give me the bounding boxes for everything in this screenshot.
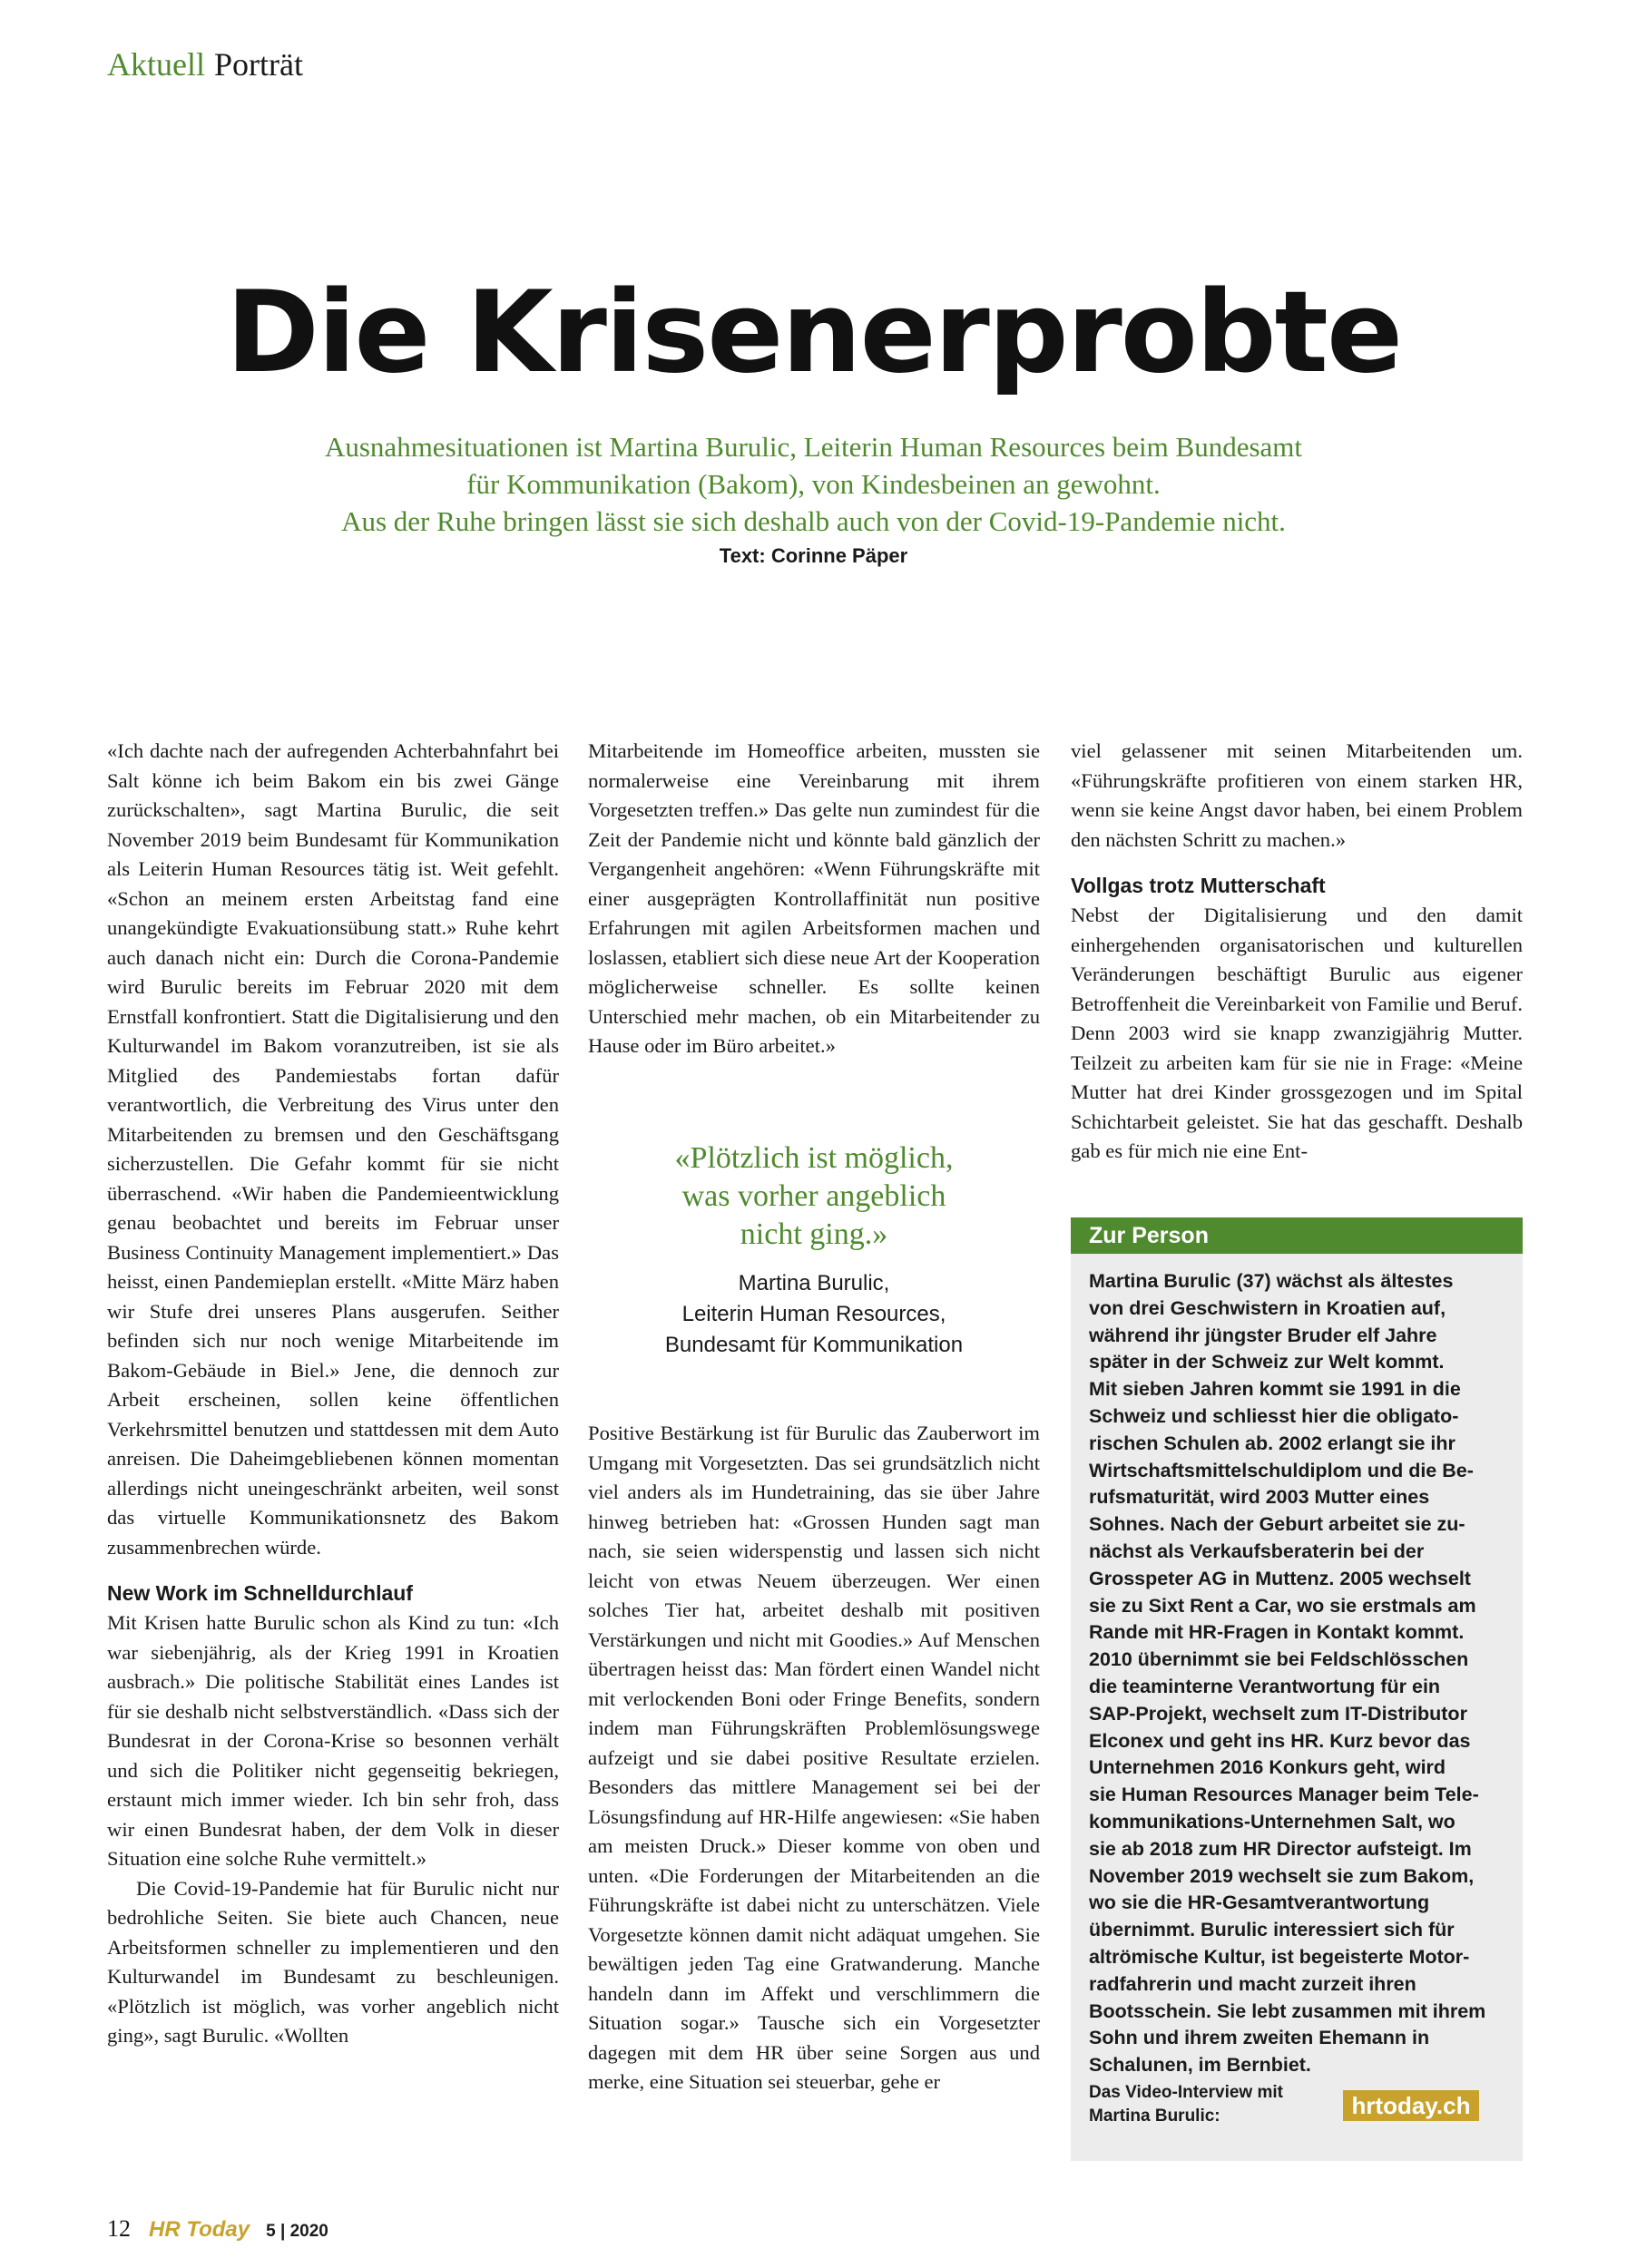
body-paragraph: viel gelassener mit seinen Mitarbeitenden um. «Führungskräfte profitieren von einem starken HR, wenn sie keine Angst davor haben, bei einem Problem den nächsten Schritt zu machen.»	[1071, 739, 1523, 851]
video-note-line: Das Video-Interview mit	[1089, 2083, 1283, 2102]
magazine-name: HR Today	[149, 2217, 250, 2242]
quote-source-line: Martina Burulic,	[738, 1271, 890, 1295]
profile-line: die teaminterne Verantwortung für ein	[1089, 1675, 1441, 1697]
profile-line: rufsmaturität, wird 2003 Mutter eines	[1089, 1486, 1430, 1509]
profile-box	[1071, 1217, 1523, 2161]
pull-quote-line: «Plötzlich ist möglich,	[674, 1141, 954, 1175]
quote-source	[588, 1268, 1040, 1361]
column-2-top	[588, 737, 1040, 1061]
profile-line: Sohn und ihrem zweiten Ehemann in	[1089, 2027, 1430, 2049]
profile-line: sie ab 2018 zum HR Director aufsteigt. Im	[1089, 1837, 1472, 1860]
profile-box-title: Zur Person	[1071, 1217, 1523, 1254]
profile-line: Elconex und geht ins HR. Kurz bevor das	[1089, 1729, 1471, 1752]
profile-line: November 2019 wechselt sie zum Bakom,	[1089, 1864, 1475, 1887]
body-paragraph: Die Covid-19-Pandemie hat für Burulic nicht nur bedrohliche Seiten. Sie biete auch Chancen, neue Arbeitsformen schneller zu implementieren und den Kulturwandel im Bundesamt zu beschleunigen. «Plötzlich ist möglich, was vorher angeblich nicht ging», sagt Burulic. «Wollten	[107, 1876, 559, 2047]
profile-line: Sohnes. Nach der Geburt arbeitet sie zu-	[1089, 1513, 1465, 1536]
subheading: Vollgas trotz Mutterschaft	[1071, 874, 1326, 897]
body-paragraph: Positive Bestärkung ist für Burulic das Zauberwort im Umgang mit Vorgesetzten. Das sei grundsätzlich nicht viel anders als im Hundetraining, das sie über Jahre hinweg betrieben hat: «Grossen Hunden sagt man nach, sie seien widerspenstig und lassen sich nicht leicht von etwas Neuem überzeugen. Wer einen solches Tier hat, arbeitet deshalb mit positiven Verstärkungen und nicht mit Goodies.» Auf Menschen übertragen heisst das: Man fördert einen Wandel nicht mit verlockenden Boni oder Fringe Benefits, sondern indem man Führungskräften Problemlösungswege aufzeigt und sie dabei positive Resultate erzielen. Besonders das mittlere Management sei bei der Lösungsfindung auf HR-Hilfe angewiesen: «Sie haben am meisten Druck.» Dieser komme von oben und unten. «Die Forderungen der Mitarbeitenden an die Führungskräfte ist dabei nicht zu unterschätzen. Viele Vorgesetzte können damit nicht adäquat umgehen. Sie bewältigen jeden Tag eine Gratwanderung. Manche handeln dann im Affekt und verschlimmern die Situation sogar.» Tausche sich ein Vorgesetzter dagegen mit dem HR über seine Sorgen aus und merke, eine Situation sei steuerbar, gehe er	[588, 1422, 1040, 2093]
video-interview-note	[1089, 2081, 1361, 2128]
subheading: New Work im Schnelldurchlauf	[107, 1581, 413, 1605]
section-label: Aktuell	[107, 46, 205, 83]
body-paragraph: Mit Krisen hatte Burulic schon als Kind zu tun: «Ich war siebenjährig, als der Krieg 1991 in Kroatien ausbrach.» Die politische Stabilität eines Landes ist für sie deshalb nicht selbstverständlich. «Dass sich der Bundesrat in der Corona-Krise so besonnen verhält und sich die Politiker nicht gegenseitig bekriegen, erstaunt mich immer wieder. Ich bin sehr froh, dass wir einen Bundesrat haben, der dem Volk in dieser Situation eine solche Ruhe vermittelt.»	[107, 1611, 559, 1870]
pull-quote-line: was vorher angeblich	[681, 1179, 946, 1213]
profile-line: sie Human Resources Manager beim Tele-	[1089, 1784, 1479, 1806]
column-2-bottom	[588, 1419, 1040, 2097]
body-paragraph: Nebst der Digitalisierung und den damit einhergehenden organisatorischen und kulturellen Veränderungen beschäftigt Burulic aus eigener Betroffenheit die Vereinbarkeit von Familie und Beruf. Denn 2003 wird sie knapp zwanzigjährig Mutter. Teilzeit zu arbeiten kam für sie nie in Frage: «Meine Mutter hat drei Kinder grossgezogen und im Spital Schichtarbeit geleistet. Sie hat das geschafft. Deshalb gab es für mich nie eine Ent-	[1071, 904, 1523, 1162]
lead-line: für Kommunikation (Bakom), von Kindesbeinen an gewohnt.	[466, 468, 1161, 500]
section-tag	[107, 45, 303, 83]
profile-line: Schweiz und schliesst hier die obligato-	[1089, 1404, 1459, 1427]
quote-source-line: Leiterin Human Resources,	[681, 1302, 946, 1326]
profile-line: Bootsschein. Sie lebt zusammen mit ihrem	[1089, 1999, 1486, 2022]
subsection-label: Porträt	[213, 46, 303, 83]
profile-line: Rande mit HR-Fragen in Kontakt kommt.	[1089, 1621, 1465, 1644]
profile-line: Grosspeter AG in Muttenz. 2005 wechselt	[1089, 1567, 1471, 1589]
column-1	[107, 737, 559, 2051]
page-number: 12	[107, 2215, 131, 2242]
profile-line: SAP-Projekt, wechselt zum IT-Distributor	[1089, 1702, 1467, 1725]
profile-line: übernimmt. Burulic interessiert sich für	[1089, 1919, 1455, 1941]
headline: Die Krisenerprobte	[225, 268, 1402, 398]
issue-number: 5 | 2020	[266, 2222, 328, 2241]
lead-line: Aus der Ruhe bringen lässt sie sich deshalb auch von der Covid-19-Pandemie nicht.	[341, 505, 1286, 537]
body-paragraph: «Ich dachte nach der aufregenden Achterbahnfahrt bei Salt könne ich beim Bakom ein bis zwei Gänge zurückschalten», sagt Martina Burulic, die seit November 2019 beim Bundesamt für Kommunikation als Leiterin Human Resources tätig ist. Weit gefehlt. «Schon an meinem ersten Arbeitstag fand eine unangekündigte Evakuationsübung statt.» Ruhe kehrt auch danach nicht ein: Durch die Corona-Pandemie wird Burulic bereits im Februar 2020 mit dem Ernstfall konfrontiert. Statt die Digitalisierung und den Kulturwandel im Bakom voranzutreiben, ist sie als Mitglied des Pandemiestabs fortan dafür verantwortlich, die Verbreitung des Virus unter den Mitarbeitenden zu bremsen und den Geschäftsgang sicherzustellen. Die Gefahr kommt für sie nicht überraschend. «Wir haben die Pandemieentwicklung genau beobachtet und bereits im Februar unser Business Continuity Management implementiert.» Das heisst, einen Pandemieplan erstellt. «Mitte März haben wir Stufe drei unseres Plans ausgerufen. Seither befinden sich nur noch wenige Mitarbeitende im Bakom-Gebäude in Biel.» Jene, die dennoch zur Arbeit erscheinen, sollen keine öffentlichen Verkehrsmittel benutzen und stattdessen mit dem Auto anreisen. Die Daheimgebliebenen können momentan allerdings nicht uneingeschränkt arbeiten, weil sonst das virtuelle Kommunikationsnetz des Bakom zusammenbrechen würde.	[107, 739, 559, 1559]
pull-quote	[588, 1139, 1040, 1254]
profile-line: während ihr jüngster Bruder elf Jahre	[1089, 1324, 1437, 1346]
profile-line: später in der Schweiz zur Welt kommt.	[1089, 1351, 1445, 1374]
profile-line: 2010 übernimmt sie bei Feldschlösschen	[1089, 1648, 1469, 1671]
profile-line: radfahrerin und macht zurzeit ihren	[1089, 1972, 1416, 1995]
profile-line: kommunikations-Unternehmen Salt, wo	[1089, 1810, 1455, 1833]
profile-box-body	[1089, 1268, 1504, 2079]
quote-source-line: Bundesamt für Kommunikation	[664, 1333, 964, 1357]
profile-line: Mit sieben Jahren kommt sie 1991 in die	[1089, 1378, 1461, 1401]
profile-line: Schalunen, im Bernbiet.	[1089, 2054, 1311, 2077]
profile-line: Wirtschaftsmittelschuldiplom und die Be-	[1089, 1459, 1474, 1481]
profile-line: wo sie die HR-Gesamtverantwortung	[1089, 1892, 1430, 1914]
profile-line: sie zu Sixt Rent a Car, wo sie erstmals am	[1089, 1594, 1476, 1617]
body-paragraph: Mitarbeitende im Homeoffice arbeiten, mussten sie normalerweise eine Vereinbarung mit ihrem Vorgesetzten treffen.» Das gelte nun zumindest für die Zeit der Pandemie nicht und könnte bald gänzlich der Vergangenheit angehören: «Wenn Führungskräfte mit einer ausgeprägten Kontrollaffinität nun positive Erfahrungen mit agilen Arbeitsformen machen und loslassen, etabliert sich diese neue Art der Kooperation möglicherweise schneller. Es sollte keinen Unterschied mehr machen, ob ein Mitarbeitender zu Hause oder im Büro arbeitet.»	[588, 739, 1040, 1057]
lead-line: Ausnahmesituationen ist Martina Burulic, Leiterin Human Resources beim Bundesamt	[324, 431, 1303, 463]
profile-line: Martina Burulic (37) wächst als ältestes	[1089, 1270, 1454, 1292]
pull-quote-line: nicht ging.»	[740, 1217, 888, 1251]
page-footer	[107, 2215, 328, 2243]
profile-line: nächst als Verkaufsberaterin bei der	[1089, 1540, 1425, 1562]
profile-line: von drei Geschwistern in Kroatien auf,	[1089, 1296, 1446, 1319]
profile-line: altrömische Kultur, ist begeisterte Motor-	[1089, 1945, 1470, 1968]
profile-line: Unternehmen 2016 Konkurs geht, wird	[1089, 1756, 1446, 1779]
column-3	[1071, 737, 1523, 1167]
lead-paragraph	[181, 428, 1446, 540]
profile-line: rischen Schulen ab. 2002 erlangt sie ihr	[1089, 1432, 1455, 1454]
video-note-line: Martina Burulic:	[1089, 2107, 1220, 2126]
byline: Text: Corinne Päper	[719, 544, 908, 567]
hrtoday-link-badge[interactable]: hrtoday.ch	[1343, 2090, 1479, 2121]
